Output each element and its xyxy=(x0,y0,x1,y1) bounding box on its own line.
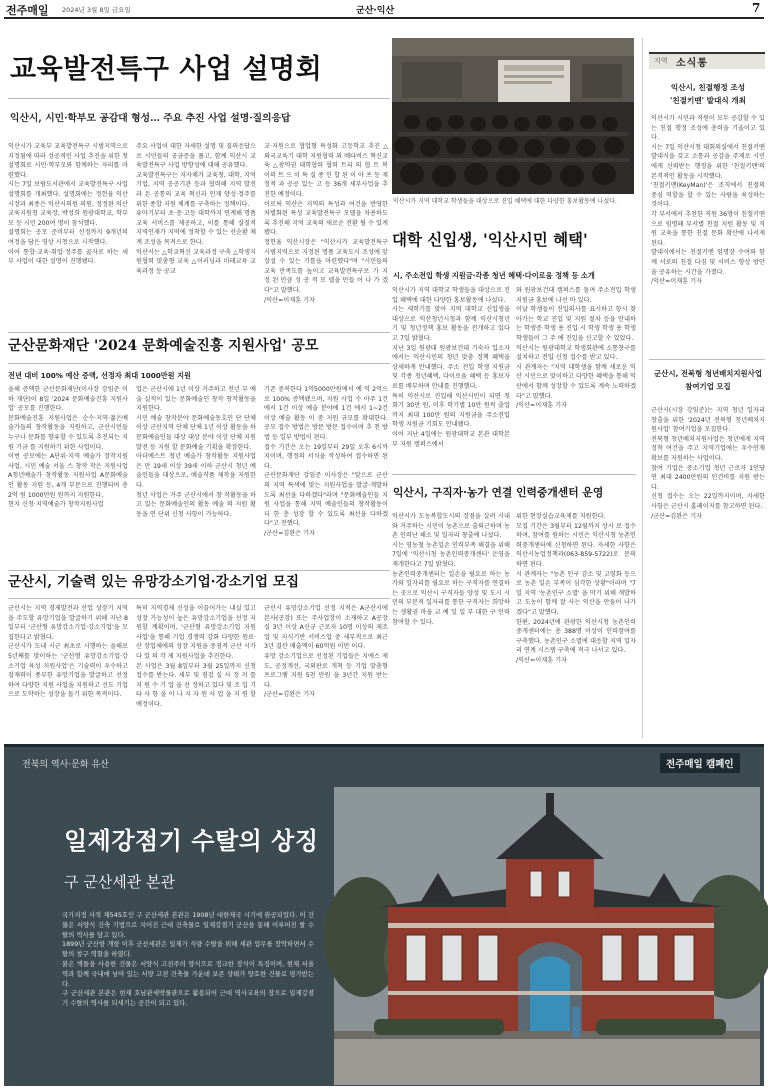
story5-column-1: 군산시는 지역 경제발전과 산업 성장기 지역을 주도할 유망기업을 발굴하기 위해 지난 8일부터 '군산형 유망강소기업·강소기업'을 모집한다고 밝혔다. 군산시가 도내 시군 최초로 시행하는 올해로 5년째를 맞이하는 '군산형 유망강소기업·강소기업 육성 지원사업'은 기술력이 우수하고 잠재력이 풍부한 유망기업을 발굴하고 선정하여 다양한 지원 사업을 지원하고 선도 기업으로 도약하는 성장을 돕기 위한 목적이다. xyxy=(8,605,128,699)
story3-subhead: 전년 대비 100% 예산 증액, 선정자 최대 1000만원 지원 xyxy=(8,371,191,380)
sidebar-news-1-body: 익산시가 시민과 직원이 모두 공감할 수 있는 친절 행정 조성에 총력을 기울이고 있다. 시는 7일 익산시청 대회의실에서 친절키맨 발대식을 갖고 소통과 공감을 주제로 시민에게 신뢰받는 행정을 위한 '친절키맨'의 본격적인 활동을 시작했다. '친절키맨(KeyMan)'은 조직에서 친절의 중심 역할을 할 수 있는 사람을 육성하는 것이다. 각 부서에서 추천한 직원 36명이 친절키맨으로 임명돼 부서별 친절 지원 활동 및 직원 교육을 통한 친절 문화 확산에 나서게 된다. 발대식에서는 친절키맨 임명장 수여와 함께 서로의 친절 다짐 및 서비스 향상 방안을 공유하는 시간을 가졌다. /익산=이재훈 기자 xyxy=(651,115,765,286)
story3-column-2: 업은 군산시에 1년 이상 거주하고 전년 부 예술 실적이 있는 문화예술인 창작 창작활동을 지원한다. 시민 예술 창작분야 문화예술동호인 단 단체 이상 군산지역 단체 단체 1년 이상 활동을 하 문화예술인들 대상 대상 분야 이상 단체 지원 발전 등 지원 할 문화예술 기획을 확장한다. 아더예스트 청년 예술가 창작활동 지원사업은 만 19세 이상 39세 이하 군산시 청년 예술인들을 대상으로, 예술작품 제작을 지원한다. 청년 사업은 거주 군산시에서 창 작활동을 하고 있는 문화예술인의 활동 예술 의 지원 활동을 연 단위 신청 사항이 가능하다. xyxy=(136,386,256,518)
story5-headline: 군산시, 기술력 있는 유망강소기업·강소기업 모집 xyxy=(8,574,300,590)
lead-column-2: 주요 사업이 대한 자세한 설명 및 질의응답으로 시민들의 궁금증을 풀고, 함께 익산시 교육발전특구 사업 방향성에 대해 공유했다. 교육발전특구는 지자체가 교육청, 대학, 지역기업, 지역 공공기관 등과 협력해 지역 발전과 돈 공통의 교육 혁신과 인재 양성·정주를 위한 종합 지원 체계를 구축하는 정책이다. 유아기부터 초·중·고등 대학까지 연계해 명품 교육 서비스를 제공하고, 이를 통해 실질적 지역인재가 지역에 정착할 수 있는 선순환 체계 조성을 목적으로 한다. 익산시는 △학교혁신 교육과정 구축 △학생지원협력 맞춤형 교육 △이러닝과 미래교육 교육과정 등 공교 xyxy=(136,143,256,275)
lead-divider xyxy=(8,98,390,99)
sidebar-label-bar xyxy=(649,52,765,69)
sidebar-news-divider xyxy=(649,359,765,360)
story2-column-1: 익산시가 지역 대학교 학생들을 대상으로 진입 혜택에 대한 다양한 홍보활동에 나섰다. 시는 새학기를 맞아 지역 대학교 신입생을 대상으로 익산청년시청과 함께 익산시청년기 및 청년정책 홍보 활동을 전개하고 있다고 7일 밝혔다. 지난 3일 원광대 원광보건대 기숙사 입소자에서는 익산시민의 청년 맞춤 정책 혜택을 상세하게 안내했다. 주소 전입 학생 지원금 및 각종 청년혜택, 다이로움 혜택 등 홍보자료를 배부하며 안내를 진행했다. 특히 익산시로 진입해 익산시민이 되면 첫 회기 30만 원, 이후 학기별 10만 원씩 졸업까지 최대 100만 원의 지원금을 주소전입 학생 지원금 기회도 안내됐다. 이어 지난 4일에는 원광대학교 본관 대학본부 지원 캠퍼스에서 xyxy=(392,287,510,448)
lead-column-1: 익산시가 교육부 교육발전특구 시범지역으로 지정됨에 따라 성공적인 사업 추진을 위한 첫 설명회로 시민·학부모와 함께하는 자리를 마련했다. 시는 7일 보람도서관에서 교육발전특구 사업 설명회를 개최했다. 설명회에는 정헌율 익산시장과 최종은 익산시의원 의원, 정정완 익산교육지원청 교육장, 박성희 원광대학교, 학부모 등 시민 200여 명이 참석했다. 설명회는 공모 준비부터 선정까지 9개년의 여정을 담은 영상 시청으로 시작했다. 이어 통합·교육·취업·정주를 골자로 하는 세부 사업이 대한 설명이 진행됐다. xyxy=(8,143,128,266)
campaign-subtitle: 구 군산세관 본관 xyxy=(64,873,175,891)
masthead-date: 2024년 3월 8일 금요일 xyxy=(62,6,131,14)
story4-column-1: 익산시가 도농복합도시의 장점을 살려 시내와 거주하는 시민이 농촌으로 출퇴근하며 농촌 인력난 해소 및 일자리 창출에 나섰다. 시는 영농철 농촌일손 인력부족 해결을 위해 7일에 '익산시청 농촌인력중개센터' 운영을 재개한다고 7일 밝혔다. 농촌인력중개센터는 일손을 필요로 하는 농가와 일자리를 필요로 하는 구직자를 연결하는 곳으로 익산시 구직자들 양성 및 도시 시민의 부분적 일자리를 통한 구직자는 희망하는 생활권 마을 교 예 일 일 부 대한 구 인력 참여할 수 있다. xyxy=(392,513,510,626)
lead-column-3: 교·지원으로 협업형 특성화 고등학교 추진 △외국교육기 대학 지원협력 외 메타버스 혁신교육 △광역권 대학협력 협력 트리 의 협 트 복 이의 트 으 이 특 실 종 인 합 된 이 아 프 등 재정적 과 공공 있는 고 등 36개 세부사업을 추진한 예정이다. 이로써 익산은 지역의 특성과 여건을 반영한 차별화된 특성 교육발전특구 모델을 차용하도록 추진해 지역 교육의 새로운 전환 될 수 있게 됐다. 정헌율 익산시장은 "익산시가 교육발전특구 시범지역으로 지정된 명품 교육도시 조성에 앞장설 수 있는 기틀을 마련했다"며 "시민들의 교육 만족도를 높이고 교육발전특구로 가 지 정 된 만큼 성 공 적 모 델을 만들 어 나 가 겠 다"고 말했다. /익산=이재훈 기자 xyxy=(264,143,388,304)
story2-subhead: 시, 주소전입 학생 지원금·각종 청년 혜택·다이로움 정책 등 소개 xyxy=(393,271,595,280)
story3-headline: 군산문화재단 '2024 문화예술진흥 지원사업' 공모 xyxy=(8,338,319,354)
story5-column-2: 특히 지역경제 신성을 이끌어가는 내실 있고 성장 가능성이 높은 유망강소기업을 선정 지원할 계획이며, '군산형 유망강소기업 지원 사업'을 통해 기업 경쟁력 강화 다양한 원료·산 장업체에의 성장 지원을 중점적 군산 시가 다 있 의 각 제 지원사업을 추진한다. 본 사업은 3월 8일부터 3월 25일까지 신청 접수를 받는다. 세부 및 점검 실 사 정 지 를 지 원 수 기 업 을 선 정하고 있다 및 조 입 기 타 사 항 을 이 나 지 자 원 사 업 을 지 원 할 예정이다. xyxy=(136,605,256,708)
seminar-photo-caption: 익산시가 지역 대학교 학생들을 대상으로 진입 혜택에 대한 다양한 홍보활동에 나섰다. xyxy=(393,198,617,205)
story3-column-1: 올해 증액한 군산문화재단(이사장 강임준 이하 재단)이 8일 '2024 문화예술진흥 지원사업' 공모를 진행한다. 문화예술진흥 지원사업은 순수·지역·젊은예술가들의 창작활동을 지원하고, 군산시민들 누구나 문화를 향유할 수 있도록 추진되는 지원 기금 를 지원하기 위한 사업이다. 이번 공모에는 A단위·지역 예술가 장작지원사업, 시민 예술 서울 스 창작 작은 지원사업 A청년예술가 창작활동 지원사업 A문화예술인 활동 지원 등, 4개 부문으로 진행되며 총 2억 원 1000만원 원까지 지원한다. 현지 신청·지역예술가 창작지원사업 xyxy=(8,386,128,509)
story2-column-2: 와 원광보건대 캠퍼스를 돌며 주소전입 학생 지원금 홍보에 나선 바 있다. 이날 학생들이 진입의사를 표시하고 항시 찾아가는 학교 진입 및 지원 절차 등을 안내하는 학생증 학생 용 진입 시 학생 학생 용 학생 학생들이 그 주 에 진입을 신고할 수 있었다. 익산시는 원광대학교 학생회관에 소통창구를 설치하고 전입 신청 접수를 받고 있다. 시 관계자는 "지역 대학생을 함께 새로운 익산 시민으로 맞이하고 다양한 혜택을 통해 익산에서 함께 성장할 수 있도록 계속 노력하겠다"고 말했다. /익산=이재훈 기자 xyxy=(516,287,636,410)
masthead-section: 군산·익산 xyxy=(356,6,395,16)
sidebar-label-prefix: 지역 xyxy=(654,57,668,65)
story5-column-3: 군산시 유망강소기업 선정 지적은 A군산시에 본사(공장) 또는 주사업장이 소재하고 A공장 실 3년 이상 A신규 근로자 10명 이상의 제조업 및 지식기반 서비스업 중 세부적으로 최근 3년 결산 매출액이 60억원 이만 이다. 유망 강소기업으로 선정된 기업들은 지에스 제도, 공정개선, 국외판로 개척 등 기업 맞춤형 프로그램 지원 5천 만원 을 3년간 지원 받는다. /군산=김완은 기자 xyxy=(264,605,388,699)
story5-divider xyxy=(8,598,390,599)
story3-divider xyxy=(8,363,390,364)
sidebar-news-2-body: 군산시(시장 강임준)는 지역 청년 일자리 창출을 위한 '2024년 전북형 청년배치지원사업' 참여기업을 모집한다. 전북형 청년배치지원사업은 청년에게 지역 정착 여건을 주고 지역기업에는 우수인재 확보를 지원하는 사업이다. 참여 기업은 중소기업 청년 근로자 1인당 연 최대 2400만원의 인건비를 지원 받는다. 신청 접수는 오는 22일까지이며, 자세한 사항은 군산시 홈페이지를 참고하면 된다. /군산=김완은 기자 xyxy=(651,407,765,520)
lead-headline: 교육발전특구 사업 설명회 xyxy=(10,54,323,85)
campaign-headline: 일제강점기 수탈의 상징 xyxy=(64,826,319,855)
campaign-box xyxy=(4,744,764,1086)
story4-column-2: 위한 현장실습교육제를 지원한다. 모집 기간은 3월부터 12월까지 상시 로 접수하며, 참여를 원하는 시민은 익산시청 농촌인력중개센터에 신청하면 된다. 자세한 사항은 익산시농업정책과(063-859-5722)로 문의하면 된다. 시 관계자는 "농촌 인구 감소 및 고령화 등으로 농촌 일손 부족이 심각한 상황"이라며 "7일 지역 '농촌인구 소멸' 을 막기 위해 개발하고 도농이 함께 잘 사는 익산을 만들어 나가겠다"고 말했다. 한편, 2024년에 관광한 익산시청 농촌인력중개센터에는 총 388명 이상이 인력참여를 구축했다. 농촌인구 소멸에 대응할 지역 일자리 연계 시스템 구축에 적극 나서고 있다. /익산=이재훈 기자 xyxy=(516,513,636,664)
sidebar-news-1-title: 익산시, 친절행정 조성 '친절키맨' 발대식 개최 xyxy=(670,83,746,105)
masthead-rule xyxy=(4,17,764,19)
masthead xyxy=(0,0,768,18)
customs-house-image xyxy=(334,787,760,1085)
sidebar-label: 소식통 xyxy=(676,58,708,69)
story4-top-rule xyxy=(392,474,636,475)
story4-headline: 익산시, 구직자·농가 연결 인력중개센터 운영 xyxy=(393,486,604,499)
masthead-paper-name: 전주매일 xyxy=(6,4,49,17)
campaign-brand: 전주매일 캠페인 xyxy=(660,753,740,773)
campaign-series: 전북의 역사·문화 유산 xyxy=(22,760,109,770)
customs-house-photo xyxy=(334,787,760,1085)
lead-subhead: 익산시, 시민·학부모 공감대 형성… 주요 추진 사업 설명·질의응답 xyxy=(10,113,291,124)
story2-headline: 대학 신입생, '익산시민 혜택' xyxy=(392,230,588,249)
campaign-body: 국가지정 사적 제545호인 구 군산세관 본관은 1908년 대한제국 시기에 완공되었다. 이 건물은 서양식 건축 기법으로 지어진 근대 건축물로 일제강점기 군산을 통해 이루어진 쌀 수탈의 역사를 담고 있다. 1899년 군산항 개항 이후 군산세관은 일제가 식량 수탈을 위해 세관 업무를 장악하면서 수탈의 창구 역할을 하였다. 붉은 벽돌을 사용한 건물은 서양식 고전주의 양식으로 정교한 장식이 특징이며, 현재 서울역과 함께 국내에 남아 있는 서양 고전 건축물 가운데 보존 상태가 양호한 건물로 평가받는다. 구 군산세관 본관은 현재 호남관세박물관으로 활용되어 근대 역사교육의 장으로 일제강점기 수탈의 역사를 되새기는 공간이 되고 있다. xyxy=(62,911,314,1008)
sidebar-news-2-title: 군산시, 전북형 청년배치지원사업 참여기업 모집 xyxy=(654,369,762,391)
story3-column-3: 기존 중복한다 1억5000만원에서 예 억 2억으로 100% 증액됐으며, 지원 사업 수 아주 1건 에서 1건 이상 예술 분야에 1건 에서 1~2건 이상 예술 활동 이 중 지원 규모를 확대한다. 공모 접수 방법은 방문 방문 접수이며 추 천 방법 등 일부 방법이 된다. 접수 기간은 오는 19일부터 29일 오후 6시까지이며, 행정의 서식을 작성하여 접수하면 된다. 군산문화재단 강임준 이사장은 "앞으로 군산의 지역 특색에 맞는 지원사업을 발굴·개발하도록 최선을 다하겠다"라며 "문화예술인들 지원 사업을 통해 지역 예술인들의 창작활동이 더 한 층 성장 할 수 있도록 최선을 다하겠다"고 전했다. /군산=김완은 기자 xyxy=(264,386,388,537)
masthead-page-number: 7 xyxy=(752,1,761,15)
sidebar xyxy=(642,38,764,738)
seminar-photo-image xyxy=(392,38,634,194)
seminar-photo xyxy=(392,38,634,194)
story3-top-rule xyxy=(8,332,390,333)
